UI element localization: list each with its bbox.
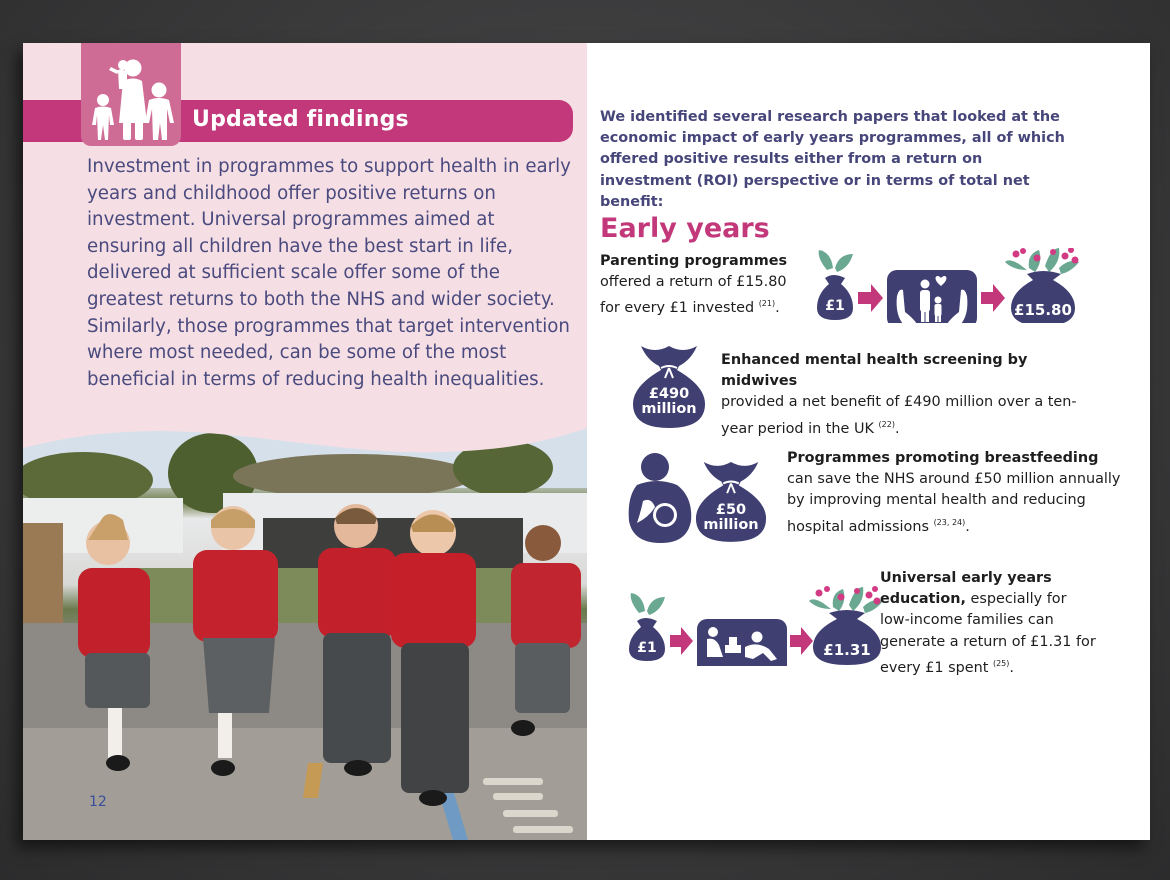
finding-title: Parenting programmes bbox=[600, 253, 788, 269]
section-title-updated-findings: Updated findings bbox=[192, 107, 409, 132]
finding-title: Universal early years education, bbox=[880, 570, 1052, 608]
finding-mental-health-screening: Enhanced mental health screening by midwives provided a net benefit of £490 million over a ten-year period in the UK $^{(22)}$. bbox=[721, 352, 1077, 437]
children-running-photo bbox=[23, 428, 587, 840]
reference-marker: (23, 24) bbox=[933, 517, 966, 527]
bag-label-output: £1.31 bbox=[823, 641, 871, 659]
page-number: 12 bbox=[89, 794, 107, 810]
finding-body: especially for low-income families can generate a return of £1.31 for every £1 spent bbox=[880, 591, 1096, 676]
arrow-right-icon bbox=[858, 284, 883, 312]
family-icon bbox=[81, 43, 181, 146]
reference-marker: (21) bbox=[758, 299, 776, 309]
arrow-right-icon bbox=[790, 627, 813, 655]
bag-label: £50 million bbox=[703, 502, 759, 534]
finding-body: can save the NHS around £50 million annually by improving mental health and reducing hospital admissions bbox=[787, 471, 1121, 535]
section-title-early-years: Early years bbox=[600, 213, 770, 244]
intro-paragraph: Investment in programmes to support health in early years and childhood offer positive returns on investment. Universal programmes aimed at ensuring all children have the best start in life, delivered at sufficient scale offer some of the greatest returns to both the NHS and wider society. Similarly, those programmes that target intervention where most needed, can be some of the most beneficial in terms of reducing health inequalities. bbox=[87, 156, 571, 390]
bag-label-input: £1 bbox=[637, 640, 657, 656]
finding-breastfeeding: Programmes promoting breastfeeding can save the NHS around £50 million annually by improving mental health and reducing hospital admissions $^{(23, 24)}$. bbox=[787, 450, 1121, 535]
roi-graphic-early-years-education bbox=[627, 571, 887, 666]
arrow-right-icon bbox=[981, 284, 1005, 312]
arrow-right-icon bbox=[670, 627, 693, 655]
breastfeeding-icon bbox=[627, 451, 695, 543]
bag-label: £490 million bbox=[641, 386, 697, 418]
finding-body: provided a net benefit of £490 million over a ten-year period in the UK bbox=[721, 394, 1077, 437]
left-page bbox=[23, 43, 587, 840]
roi-graphic-parenting bbox=[813, 248, 1103, 323]
reference-marker: (22) bbox=[878, 419, 895, 429]
bag-label-output: £15.80 bbox=[1014, 301, 1072, 319]
right-page bbox=[587, 43, 1150, 840]
lead-paragraph: We identified several research papers that looked at the economic impact of early years programmes, all of which offered positive results either from a return on investment (ROI) perspective or in terms of total net benefit: bbox=[600, 109, 1065, 210]
finding-universal-early-years-education: Universal early years education, especially for low-income families can generate a return of £1.31 for every £1 spent $^{(25)}$. bbox=[880, 570, 1096, 676]
finding-title: Programmes promoting breastfeeding bbox=[787, 450, 1099, 466]
finding-parenting-programmes: Parenting programmes offered a return of £15.80 for every £1 invested $^{(21)}$. bbox=[600, 253, 788, 317]
finding-title: Enhanced mental health screening by midwives bbox=[721, 352, 1028, 390]
bag-label-input: £1 bbox=[825, 298, 845, 314]
finding-body: offered a return of £15.80 for every £1 invested bbox=[600, 274, 787, 317]
reference-marker: (25) bbox=[992, 658, 1010, 668]
brochure-spread bbox=[23, 43, 1150, 840]
wave-divider bbox=[23, 418, 587, 478]
